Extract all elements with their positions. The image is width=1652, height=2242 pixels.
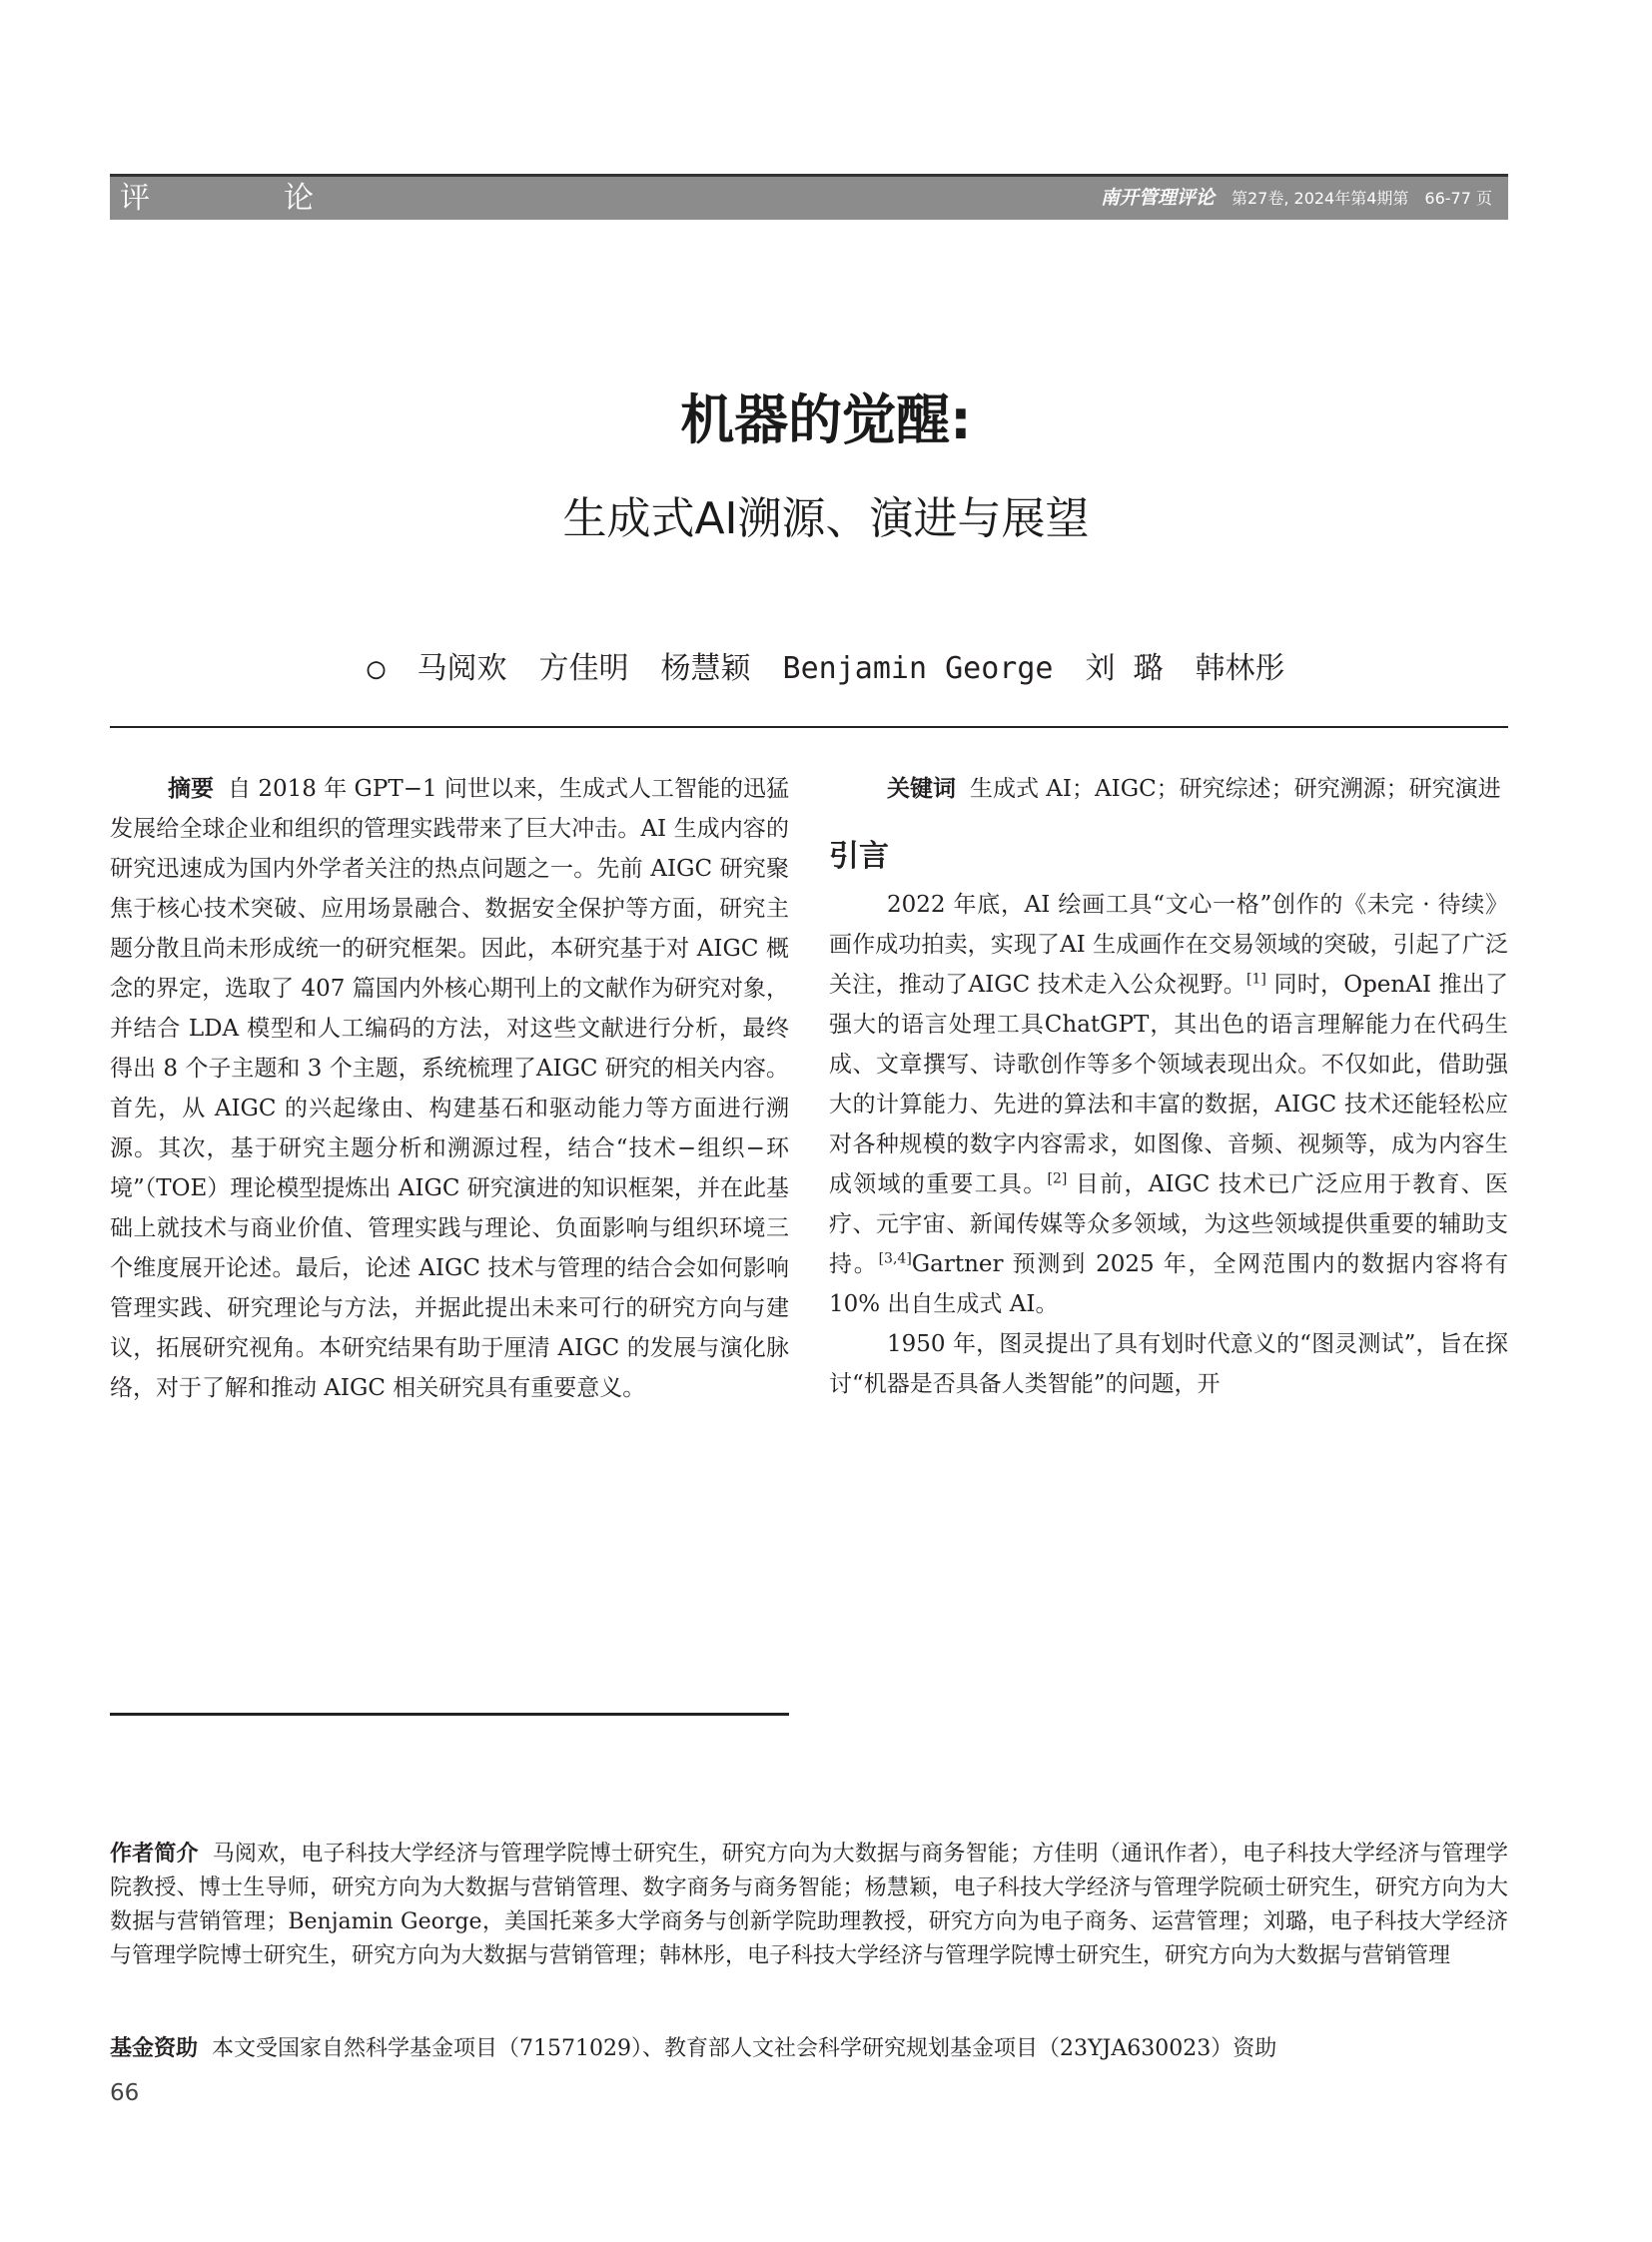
paper-title: 机器的觉醒: <box>680 388 972 451</box>
citation: [2] <box>1047 1170 1068 1187</box>
author-bio <box>110 1838 1508 1973</box>
page-number: 66 <box>110 2080 140 2106</box>
intro-heading: 引言 <box>829 839 889 874</box>
author-bio-label: 作者简介 <box>110 1842 199 1867</box>
journal-info <box>1101 187 1492 210</box>
right-column <box>829 769 1508 1404</box>
intro-text: 2022 年底，AI 绘画工具“文心一格”创作的《未完 · 待续》画作成功拍卖，实现了AI 生成画作在交易领域的突破，引起了广泛关注，推动了AIGC 技术走入公众视野。 <box>829 892 1508 998</box>
section-label: 评 论 <box>120 181 366 216</box>
intro-text: 同时，OpenAI 推出了强大的语言处理工具ChatGPT，其出色的语言理解能力在代码生成、文章撰写、诗歌创作等多个领域表现出众。不仅如此，借助强大的计算能力、先进的算法和丰富的数据，AIGC 技术还能轻松应对各种规模的数字内容需求，如图像、音频、视频等，成为内容生成领域的重要工具。 <box>829 972 1508 1197</box>
title-divider <box>110 726 1508 728</box>
keywords-text: 生成式 AI；AIGC；研究综述；研究溯源；研究演进 <box>970 776 1501 802</box>
intro-paragraph-2: 1950 年，图灵提出了具有划时代意义的“图灵测试”，旨在探讨“机器是否具备人类智能”的问题，开 <box>829 1331 1508 1397</box>
keywords-paragraph <box>829 769 1508 809</box>
author: 杨慧颖 <box>660 651 751 686</box>
abstract-text: 自 2018 年 GPT−1 问世以来，生成式人工智能的迅猛发展给全球企业和组织的管理实践带来了巨大冲击。AI 生成内容的研究迅速成为国内外学者关注的热点问题之一。先前 AIGC 研究聚焦于核心技术突破、应用场景融合、数据安全保护等方面，研究主题分散且尚未形成统一的研究框架。因此，本研究基于对 AIGC 概念的界定，选取了 407 篇国内外核心期刊上的文献作为研究对象，并结合 LDA 模型和人工编码的方法，对这些文献进行分析，最终得出 8 个子主题和 3 个主题，系统梳理了AIGC 研究的相关内容。首先，从 AIGC 的兴起缘由、构建基石和驱动能力等方面进行溯源。其次，基于研究主题分析和溯源过程，结合“技术−组织−环境”（TOE）理论模型提炼出 AIGC 研究演进的知识框架，并在此基础上就技术与商业价值、管理实践与理论、负面影响与组织环境三个维度展开论述。最后，论述 AIGC 技术与管理的结合会如何影响管理实践、研究理论与方法，并据此提出未来可行的研究方向与建议，拓展研究视角。本研究结果有助于厘清 AIGC 的发展与演化脉络，对于了解和推动 AIGC 相关研究具有重要意义。 <box>110 776 790 1401</box>
citation: [1] <box>1246 971 1266 988</box>
author: 马阅欢 <box>416 651 507 686</box>
citation: [3,4] <box>878 1250 912 1267</box>
intro-text: Gartner 预测到 2025 年，全网范围内的数据内容将有 10% 出自生成式 AI。 <box>829 1251 1509 1317</box>
author: 韩林彤 <box>1195 651 1285 686</box>
funding-note <box>110 2032 1508 2066</box>
funding-text: 本文受国家自然科学基金项目（71571029）、教育部人文社会科学研究规划基金项目（23YJA630023）资助 <box>212 2036 1277 2061</box>
issue-info: 第27卷, 2024年第4期第 66-77 页 <box>1231 189 1492 208</box>
author: Benjamin George <box>782 651 1054 686</box>
abstract-paragraph <box>110 769 789 1408</box>
funding-label: 基金资助 <box>110 2036 199 2061</box>
author-marker: ○ <box>367 651 386 686</box>
paper-subtitle: 生成式AI溯源、演进与展望 <box>562 493 1090 544</box>
running-header <box>110 174 1508 220</box>
abstract-end-rule <box>110 1713 789 1716</box>
abstract-block <box>110 769 789 1408</box>
intro-paragraph-1 <box>829 885 1508 1324</box>
author-bio-text: 马阅欢，电子科技大学经济与管理学院博士研究生，研究方向为大数据与商务智能；方佳明（通讯作者），电子科技大学经济与管理学院教授、博士生导师，研究方向为大数据与营销管理、数字商务与商务智能；杨慧颖，电子科技大学经济与管理学院硕士研究生，研究方向为大数据与营销管理；Benjamin George，美国托莱多大学商务与创新学院助理教授，研究方向为电子商务、运营管理；刘璐，电子科技大学经济与管理学院博士研究生，研究方向为大数据与营销管理；韩林彤，电子科技大学经济与管理学院博士研究生，研究方向为大数据与营销管理 <box>110 1842 1508 1968</box>
intro-text: 目前，AIGC 技术已广泛应用于教育、医疗、元宇宙、新闻传媒等众多领域，为这些领域提供重要的辅助支持。 <box>829 1171 1509 1277</box>
abstract-label: 摘要 <box>168 776 215 802</box>
author-list <box>0 649 1652 689</box>
keywords-label: 关键词 <box>887 776 956 802</box>
journal-name: 南开管理评论 <box>1100 187 1215 209</box>
author: 刘 璐 <box>1085 651 1164 686</box>
author: 方佳明 <box>538 651 629 686</box>
